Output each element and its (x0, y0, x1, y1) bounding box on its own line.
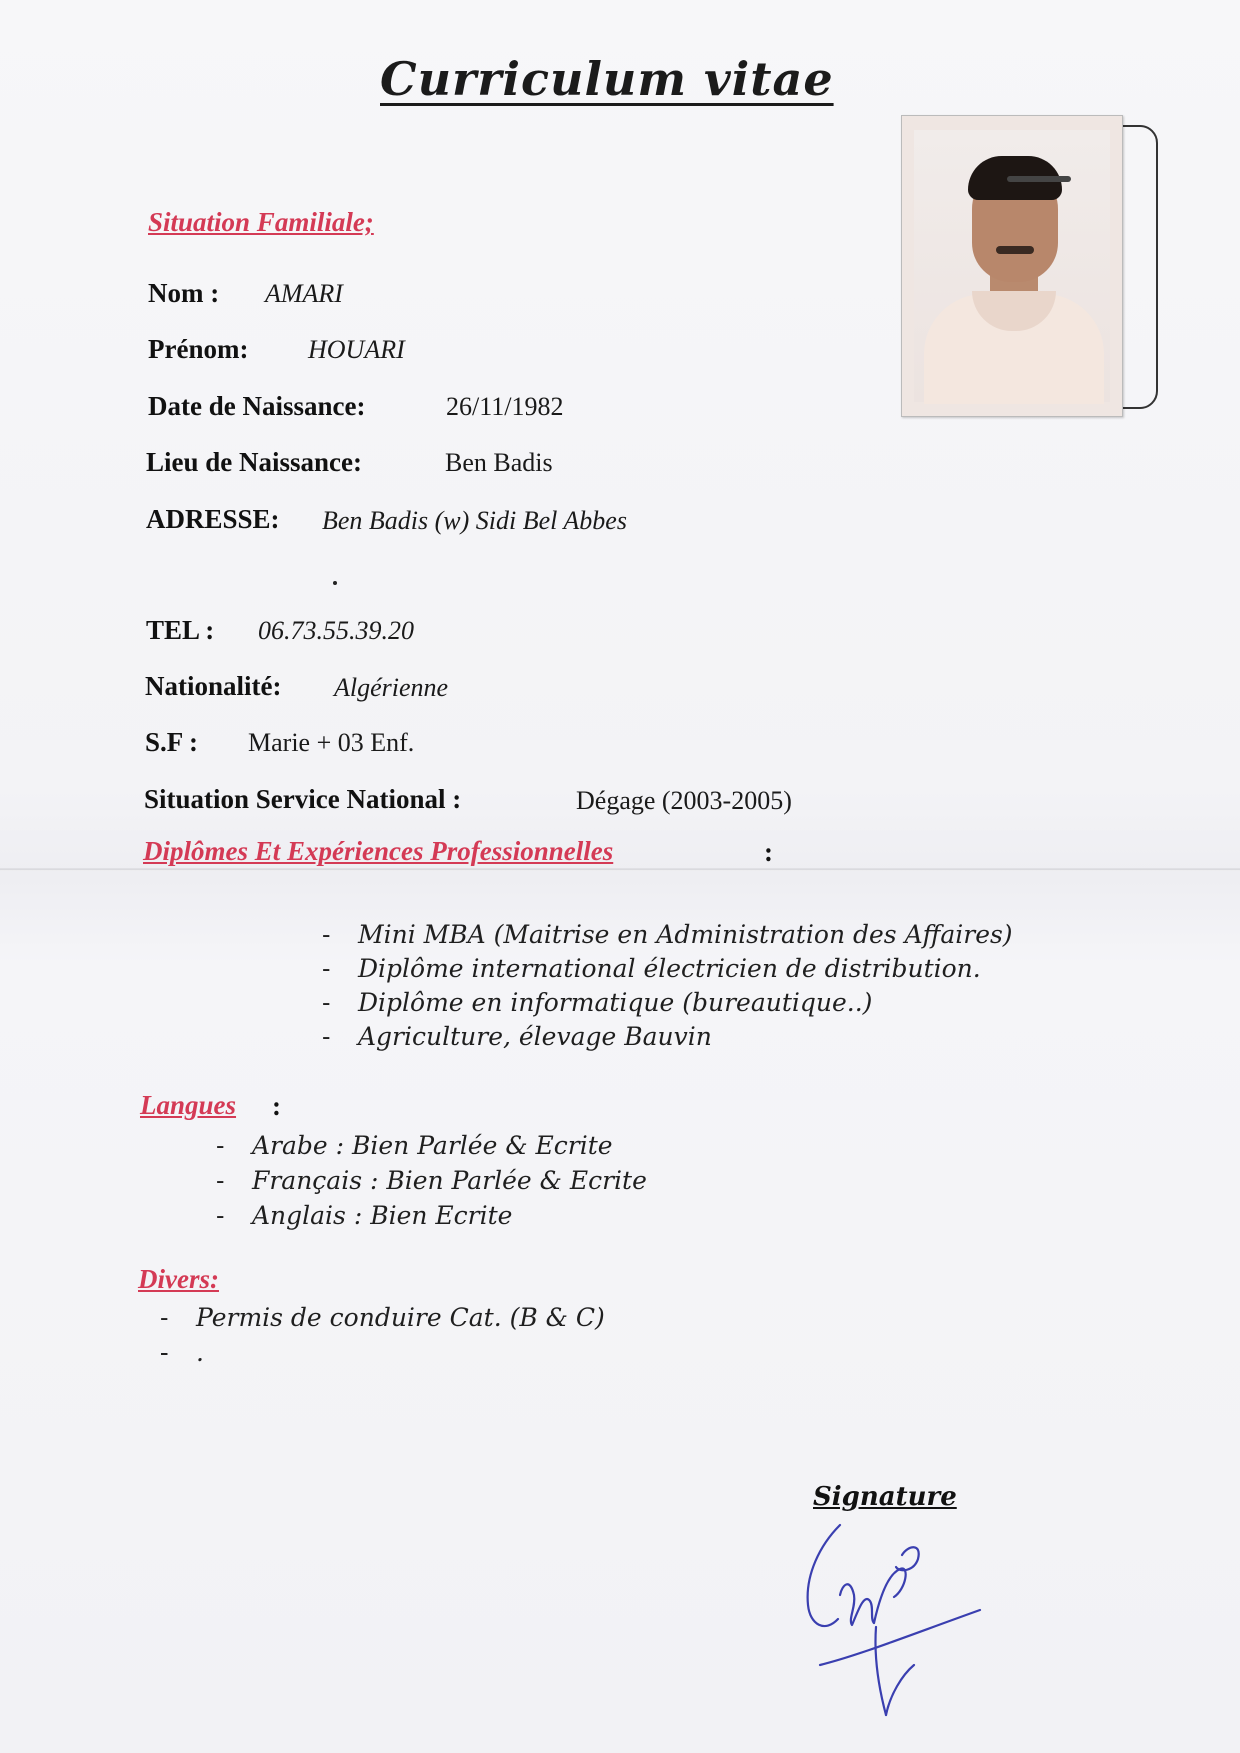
sf-label: S.F : (145, 727, 198, 757)
adresse-value: Ben Badis (w) Sidi Bel Abbes (322, 506, 627, 535)
staple-icon (1007, 176, 1071, 182)
langues-colon: : (272, 1091, 281, 1121)
nom-label: Nom : (148, 278, 220, 308)
divers-list (160, 1300, 605, 1370)
list-item: - Mini MBA (Maitrise en Administration des Affaires) (322, 918, 1013, 952)
list-item: - Diplôme international électricien de distribution. (322, 952, 1013, 986)
list-item: - Arabe : Bien Parlée & Ecrite (216, 1128, 647, 1163)
date-naissance-label: Date de Naissance: (148, 391, 366, 421)
date-naissance-value: 26/11/1982 (446, 392, 564, 421)
handwritten-signature (790, 1515, 1010, 1725)
section-heading-langues: Langues (140, 1090, 237, 1120)
list-item: - Permis de conduire Cat. (B & C) (160, 1300, 605, 1335)
list-item: - Agriculture, élevage Bauvin (322, 1020, 1013, 1054)
nom-value: AMARI (265, 279, 343, 308)
section-heading-divers: Divers: (138, 1264, 219, 1294)
section-heading-diplomes: Diplômes Et Expériences Professionnelles (143, 836, 614, 866)
paper-fold (0, 868, 1240, 871)
service-national-label: Situation Service National : (144, 784, 462, 814)
tel-label: TEL : (146, 615, 215, 645)
prenom-value: HOUARI (308, 335, 405, 364)
sf-value: Marie + 03 Enf. (248, 728, 415, 757)
langues-list (216, 1128, 647, 1233)
tel-value: 06.73.55.39.20 (258, 616, 414, 645)
nationalite-value: Algérienne (334, 673, 449, 702)
stray-dot (333, 581, 337, 585)
diplomes-list (322, 918, 1013, 1054)
signature-label: Signature (813, 1482, 957, 1512)
list-item: - Anglais : Bien Ecrite (216, 1198, 647, 1233)
prenom-label: Prénom: (148, 334, 249, 364)
lieu-naissance-value: Ben Badis (445, 448, 553, 477)
id-photo (901, 115, 1123, 417)
lieu-naissance-label: Lieu de Naissance: (146, 447, 362, 477)
diplomes-colon: : (764, 837, 773, 867)
list-item: - Français : Bien Parlée & Ecrite (216, 1163, 647, 1198)
service-national-value: Dégage (2003-2005) (576, 786, 792, 815)
list-item: - . (160, 1335, 605, 1370)
list-item: - Diplôme en informatique (bureautique..) (322, 986, 1013, 1020)
nationalite-label: Nationalité: (145, 671, 282, 701)
section-heading-situation: Situation Familiale; (148, 207, 374, 237)
adresse-label: ADRESSE: (146, 504, 280, 534)
document-title: Curriculum vitae (380, 52, 834, 106)
